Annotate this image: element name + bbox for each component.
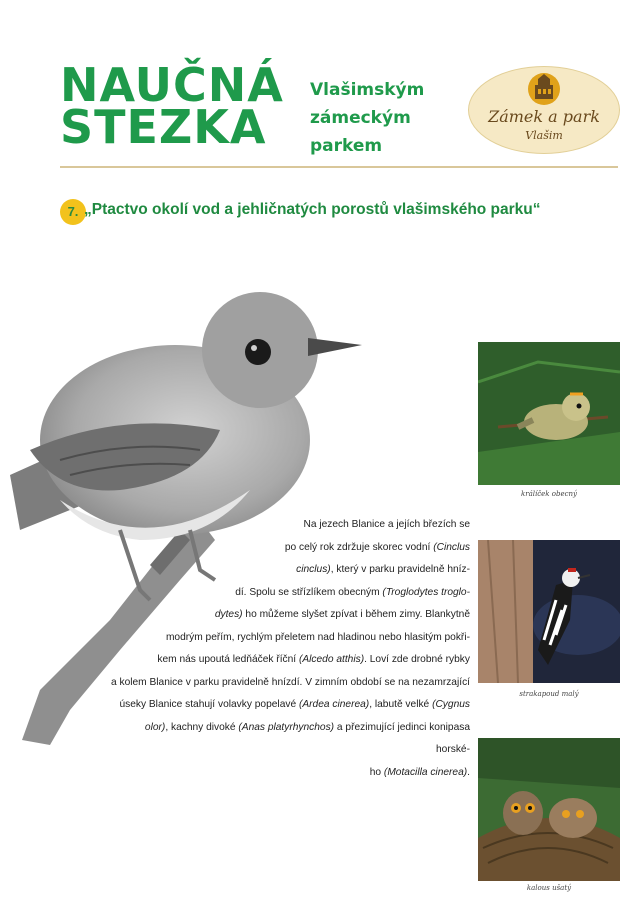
- title-line-1: NAUČNÁ: [60, 58, 284, 112]
- photo-goldcrest: [478, 342, 620, 485]
- title-line-2: STEZKA: [60, 100, 267, 154]
- caption-woodpecker: strakapoud malý: [519, 690, 579, 698]
- photo-owl: [478, 738, 620, 881]
- page-subtitle: [310, 76, 424, 160]
- section-heading: „Ptactvo okolí vod a jehličnatých porostů vlašimského parku“: [84, 201, 541, 218]
- subtitle-line-3: parkem: [310, 136, 383, 156]
- caption-owl: kalous ušatý: [526, 884, 572, 892]
- subtitle-line-2: zámeckým: [310, 108, 411, 128]
- photo-woodpecker: [478, 540, 620, 683]
- header-divider: [60, 166, 618, 168]
- article-body: Na jezech Blanice a jejích březích se po celý rok zdržuje skorec vodní (Cinclus cinclus), který v parku pravidelně hníz- dí. Spolu se střízlíkem obecným (Troglodytes troglo- dytes) ho můžeme slyšet zpívat i během zimy. Blankytně modrým peřím, rychlým přeletem nad hladinou nebo hlasitým pokři- kem nás upoutá ledňáček říční (Alcedo atthis). Loví zde drobné rybky a kolem Blanice v parku pravidelně hnízdí. V zimním období se na nezamrzající úseky Blanice stahují volavky popelavé (Ardea cinerea), labutě velké (Cygnus olor), kachny divoké (Anas platyrhynchos) a přezimující jedinci konipasa horské- ho (Motacilla cinerea).: [110, 519, 470, 778]
- subtitle-line-1: Vlašimským: [310, 80, 425, 100]
- page-title: [60, 58, 284, 154]
- caption-goldcrest: králíček obecný: [521, 490, 577, 498]
- logo-subtext: Vlašim: [525, 129, 563, 142]
- section-number-badge: 7.: [60, 199, 86, 225]
- logo-text: Zámek a park: [488, 107, 600, 126]
- castle-logo: [468, 66, 620, 154]
- castle-icon: [524, 71, 564, 107]
